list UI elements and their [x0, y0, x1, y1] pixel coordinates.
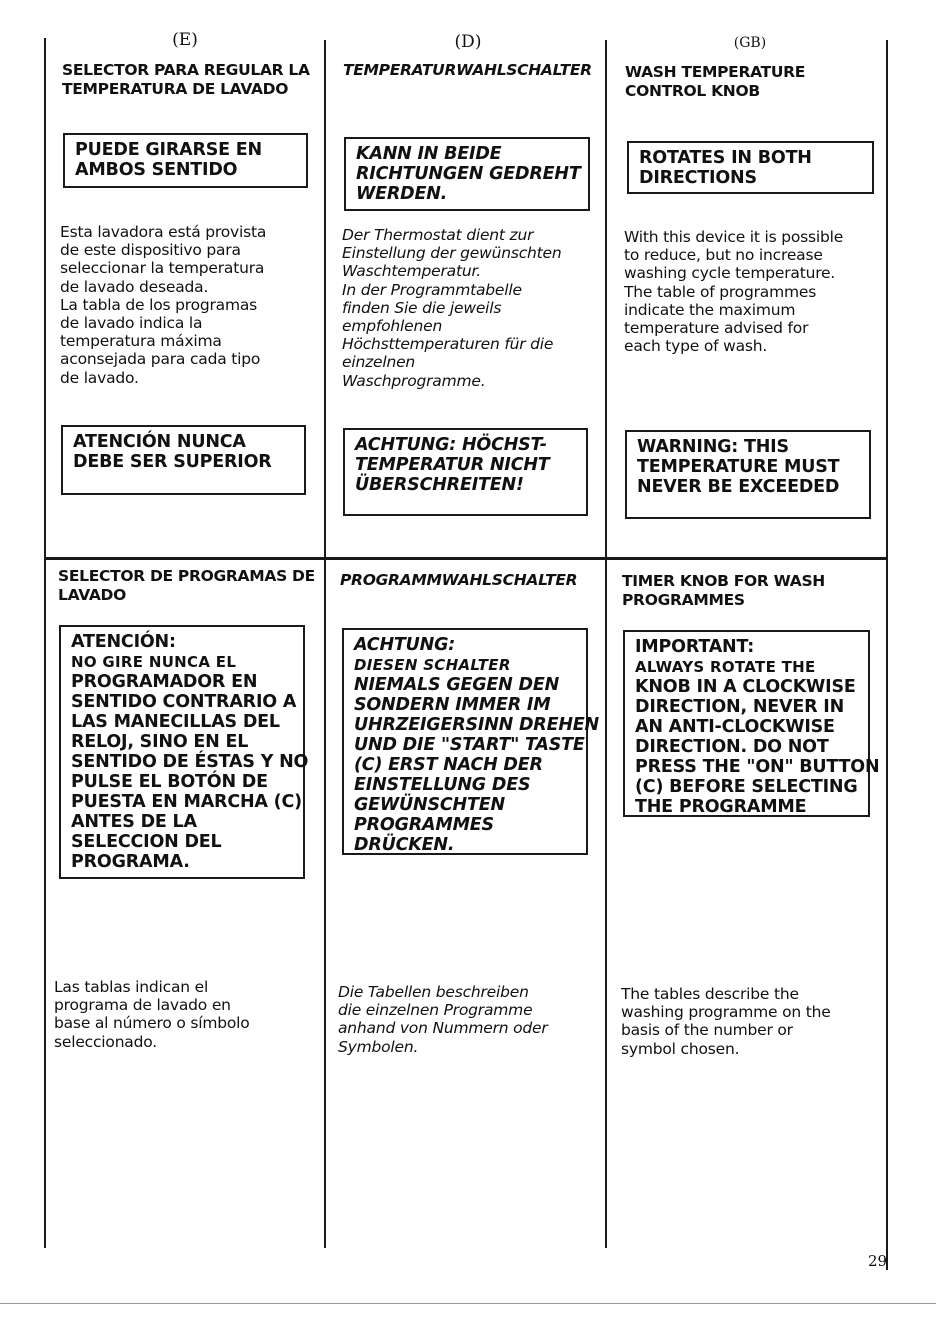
- program-warning-box-es: ATENCIÓN: NO GIRE NUNCA EL PROGRAMADOR EN SENTIDO CONTRARIO A LAS MANECILLAS DEL RELOJ, SINO EN EL SENTIDO DE ÉSTAS Y NO PULSE EL BOTÓN DE PUESTA EN MARCHA (C) ANTES DE LA SELECCION DEL PROGRAMA.: [59, 625, 305, 879]
- column-divider-2: [605, 40, 607, 1248]
- lang-mark-gb: (GB): [733, 35, 767, 51]
- temp-warning-box-gb: WARNING: THIS TEMPERATURE MUST NEVER BE EXCEEDED: [625, 430, 871, 519]
- temp-heading-de: TEMPERATURWAHLSCHALTER: [343, 61, 592, 79]
- program-body-es: Las tablas indican el programa de lavado en base al número o símbolo seleccionado.: [54, 978, 250, 1051]
- column-divider-left: [44, 38, 46, 1248]
- program-body-de: Die Tabellen beschreiben die einzelnen Programme anhand von Nummern oder Symbolen.: [338, 983, 548, 1056]
- temp-warning-box-de: ACHTUNG: HÖCHST- TEMPERATUR NICHT ÜBERSCHREITEN!: [343, 428, 588, 516]
- temp-body-gb: With this device it is possible to reduce, but no increase washing cycle temperature. The table of programmes indicate the maximum temperature advised for each type of wash.: [624, 228, 844, 356]
- program-body-gb: The tables describe the washing programme on the basis of the number or symbol chosen.: [621, 985, 831, 1058]
- lang-mark-de: (D): [454, 32, 482, 52]
- column-divider-right: [886, 40, 888, 1270]
- temp-body-es: Esta lavadora está provista de este dispositivo para seleccionar la temperatura de lavado deseada. La tabla de los programas de lavado indica la temperatura máxima aconsejada para cada tipo de lavado.: [60, 223, 267, 387]
- program-warning-box-de: ACHTUNG: DIESEN SCHALTER NIEMALS GEGEN DEN SONDERN IMMER IM UHRZEIGERSINN DREHEN UND DIE "START" TASTE (C) ERST NACH DER EINSTELLUNG DES GEWÜNSCHTEN PROGRAMMES DRÜCKEN.: [342, 628, 588, 855]
- program-heading-de: PROGRAMMWAHLSCHALTER: [340, 571, 578, 589]
- section-divider: [44, 557, 888, 560]
- temp-notice-box-gb: ROTATES IN BOTH DIRECTIONS: [627, 141, 874, 194]
- temp-body-de: Der Thermostat dient zur Einstellung der gewünschten Waschtemperatur. In der Programmtabelle finden Sie die jeweils empfohlenen Höchsttemperaturen für die einzelnen Waschprogramme.: [342, 226, 562, 390]
- page-number: 29: [868, 1252, 888, 1270]
- temp-notice-box-de: KANN IN BEIDE RICHTUNGEN GEDREHT WERDEN.: [344, 137, 590, 211]
- temp-heading-gb: WASH TEMPERATURE CONTROL KNOB: [625, 63, 806, 100]
- temp-notice-box-es: PUEDE GIRARSE EN AMBOS SENTIDO: [63, 133, 308, 188]
- program-heading-es: SELECTOR DE PROGRAMAS DE LAVADO: [58, 567, 315, 604]
- temp-heading-es: SELECTOR PARA REGULAR LA TEMPERATURA DE LAVADO: [62, 61, 310, 98]
- program-heading-gb: TIMER KNOB FOR WASH PROGRAMMES: [622, 572, 825, 609]
- page-edge-line: [0, 1303, 936, 1304]
- temp-warning-box-es: ATENCIÓN NUNCA DEBE SER SUPERIOR: [61, 425, 306, 495]
- column-divider-1: [324, 40, 326, 1248]
- program-warning-box-gb: IMPORTANT: ALWAYS ROTATE THE KNOB IN A CLOCKWISE DIRECTION, NEVER IN AN ANTI-CLOCKWISE DIRECTION. DO NOT PRESS THE "ON" BUTTON (C) BEFORE SELECTING THE PROGRAMME: [623, 630, 870, 817]
- lang-mark-es: (E): [172, 30, 198, 50]
